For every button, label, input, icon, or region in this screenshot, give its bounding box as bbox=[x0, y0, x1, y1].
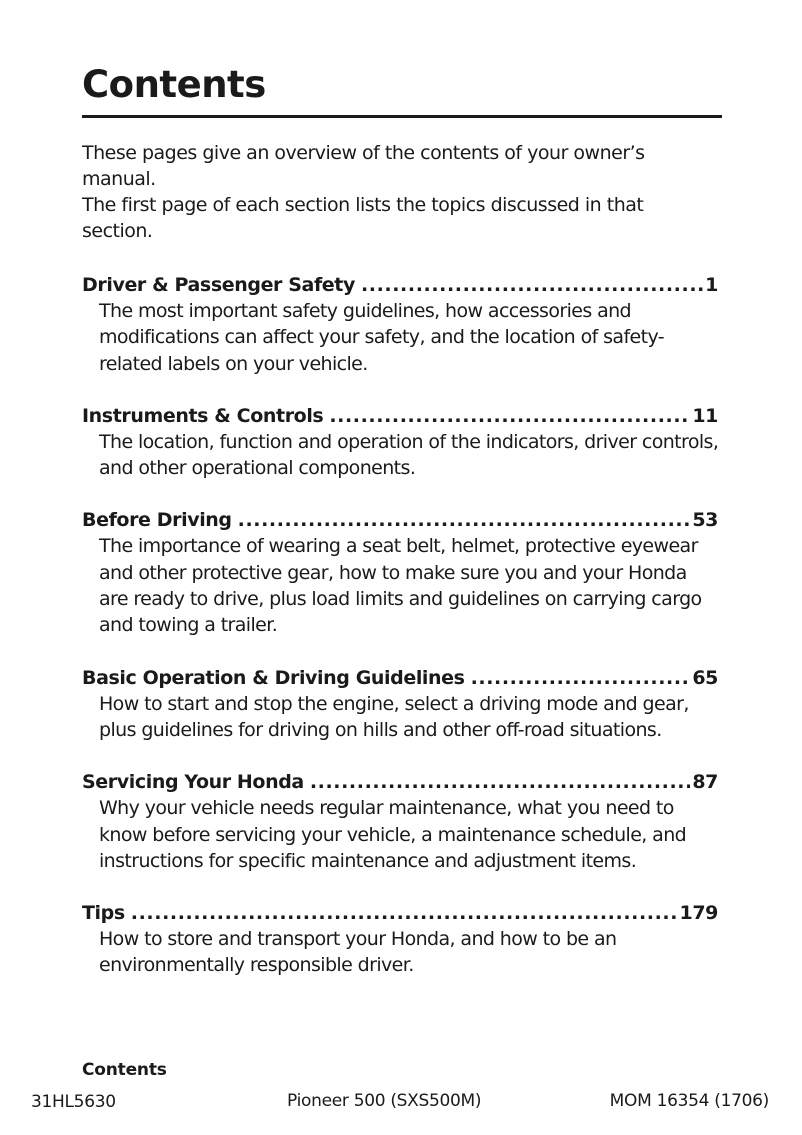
toc-entry-servicing bbox=[82, 769, 722, 874]
toc-page-number: 1 bbox=[705, 274, 718, 296]
toc-entry-description: Why your vehicle needs regular maintenance, what you need to know before servicing your vehicle, a maintenance schedule, and instructions for specific maintenance and adjustment items. bbox=[99, 797, 687, 872]
toc-entry-title: Instruments & Controls bbox=[82, 404, 324, 427]
dot-leader bbox=[329, 403, 690, 429]
toc-page-number: 53 bbox=[692, 509, 718, 532]
toc-entry-before-driving bbox=[82, 507, 722, 638]
table-of-contents bbox=[82, 272, 722, 1005]
dot-leader bbox=[310, 769, 691, 795]
title-divider bbox=[82, 115, 722, 118]
toc-entry-title: Before Driving bbox=[82, 509, 232, 532]
toc-page-number: 87 bbox=[692, 771, 718, 794]
toc-entry-instruments-controls bbox=[82, 403, 722, 482]
dot-leader bbox=[471, 665, 691, 691]
toc-entry-basic-operation bbox=[82, 665, 722, 744]
toc-page-number: 179 bbox=[679, 902, 718, 925]
toc-entry-driver-passenger-safety bbox=[82, 272, 722, 377]
toc-link-instruments-controls[interactable] bbox=[82, 403, 718, 429]
page-title: Contents bbox=[82, 63, 266, 106]
toc-entry-description: The importance of wearing a seat belt, helmet, protective eyewear and other protective gear, how to make sure you and your Honda are ready to drive, plus load limits and guidelines on carrying cargo and towing a trailer. bbox=[99, 535, 702, 637]
dot-leader bbox=[131, 900, 678, 926]
footer-model: Pioneer 500 (SXS500M) bbox=[287, 1091, 482, 1111]
toc-entry-title: Servicing Your Honda bbox=[82, 771, 304, 794]
footer-code: 31HL5630 bbox=[31, 1092, 116, 1112]
footer-section-title: Contents bbox=[82, 1060, 167, 1080]
toc-entry-tips bbox=[82, 900, 722, 979]
toc-entry-title: Tips bbox=[82, 902, 125, 925]
toc-link-before-driving[interactable] bbox=[82, 507, 718, 533]
toc-entry-description: The location, function and operation of the indicators, driver controls, and other operational components. bbox=[99, 430, 719, 480]
footer-publication: MOM 16354 (1706) bbox=[609, 1091, 769, 1111]
dot-leader bbox=[238, 507, 691, 533]
toc-entry-description: How to start and stop the engine, select a driving mode and gear, plus guidelines for driving on hills and other off-road situations. bbox=[99, 692, 689, 741]
toc-page-number: 65 bbox=[692, 666, 718, 689]
toc-entry-title: Driver & Passenger Safety bbox=[82, 274, 355, 296]
toc-page-number: 11 bbox=[692, 404, 718, 427]
intro-paragraph: The first page of each section lists the topics discussed in that section. bbox=[82, 194, 644, 242]
toc-link-servicing[interactable] bbox=[82, 769, 718, 795]
toc-link-tips[interactable] bbox=[82, 900, 718, 926]
intro-paragraph: These pages give an overview of the contents of your owner’s manual. bbox=[82, 142, 645, 190]
toc-link-driver-passenger-safety[interactable] bbox=[82, 272, 718, 298]
toc-entry-description: The most important safety guidelines, how accessories and modifications can affect your safety, and the location of safety-related labels on your vehicle. bbox=[99, 300, 665, 375]
toc-entry-title: Basic Operation & Driving Guidelines bbox=[82, 666, 465, 689]
intro-text bbox=[82, 140, 692, 244]
dot-leader bbox=[361, 272, 703, 298]
toc-link-basic-operation[interactable] bbox=[82, 665, 718, 691]
toc-entry-description: How to store and transport your Honda, and how to be an environmentally responsible driver. bbox=[99, 928, 617, 977]
